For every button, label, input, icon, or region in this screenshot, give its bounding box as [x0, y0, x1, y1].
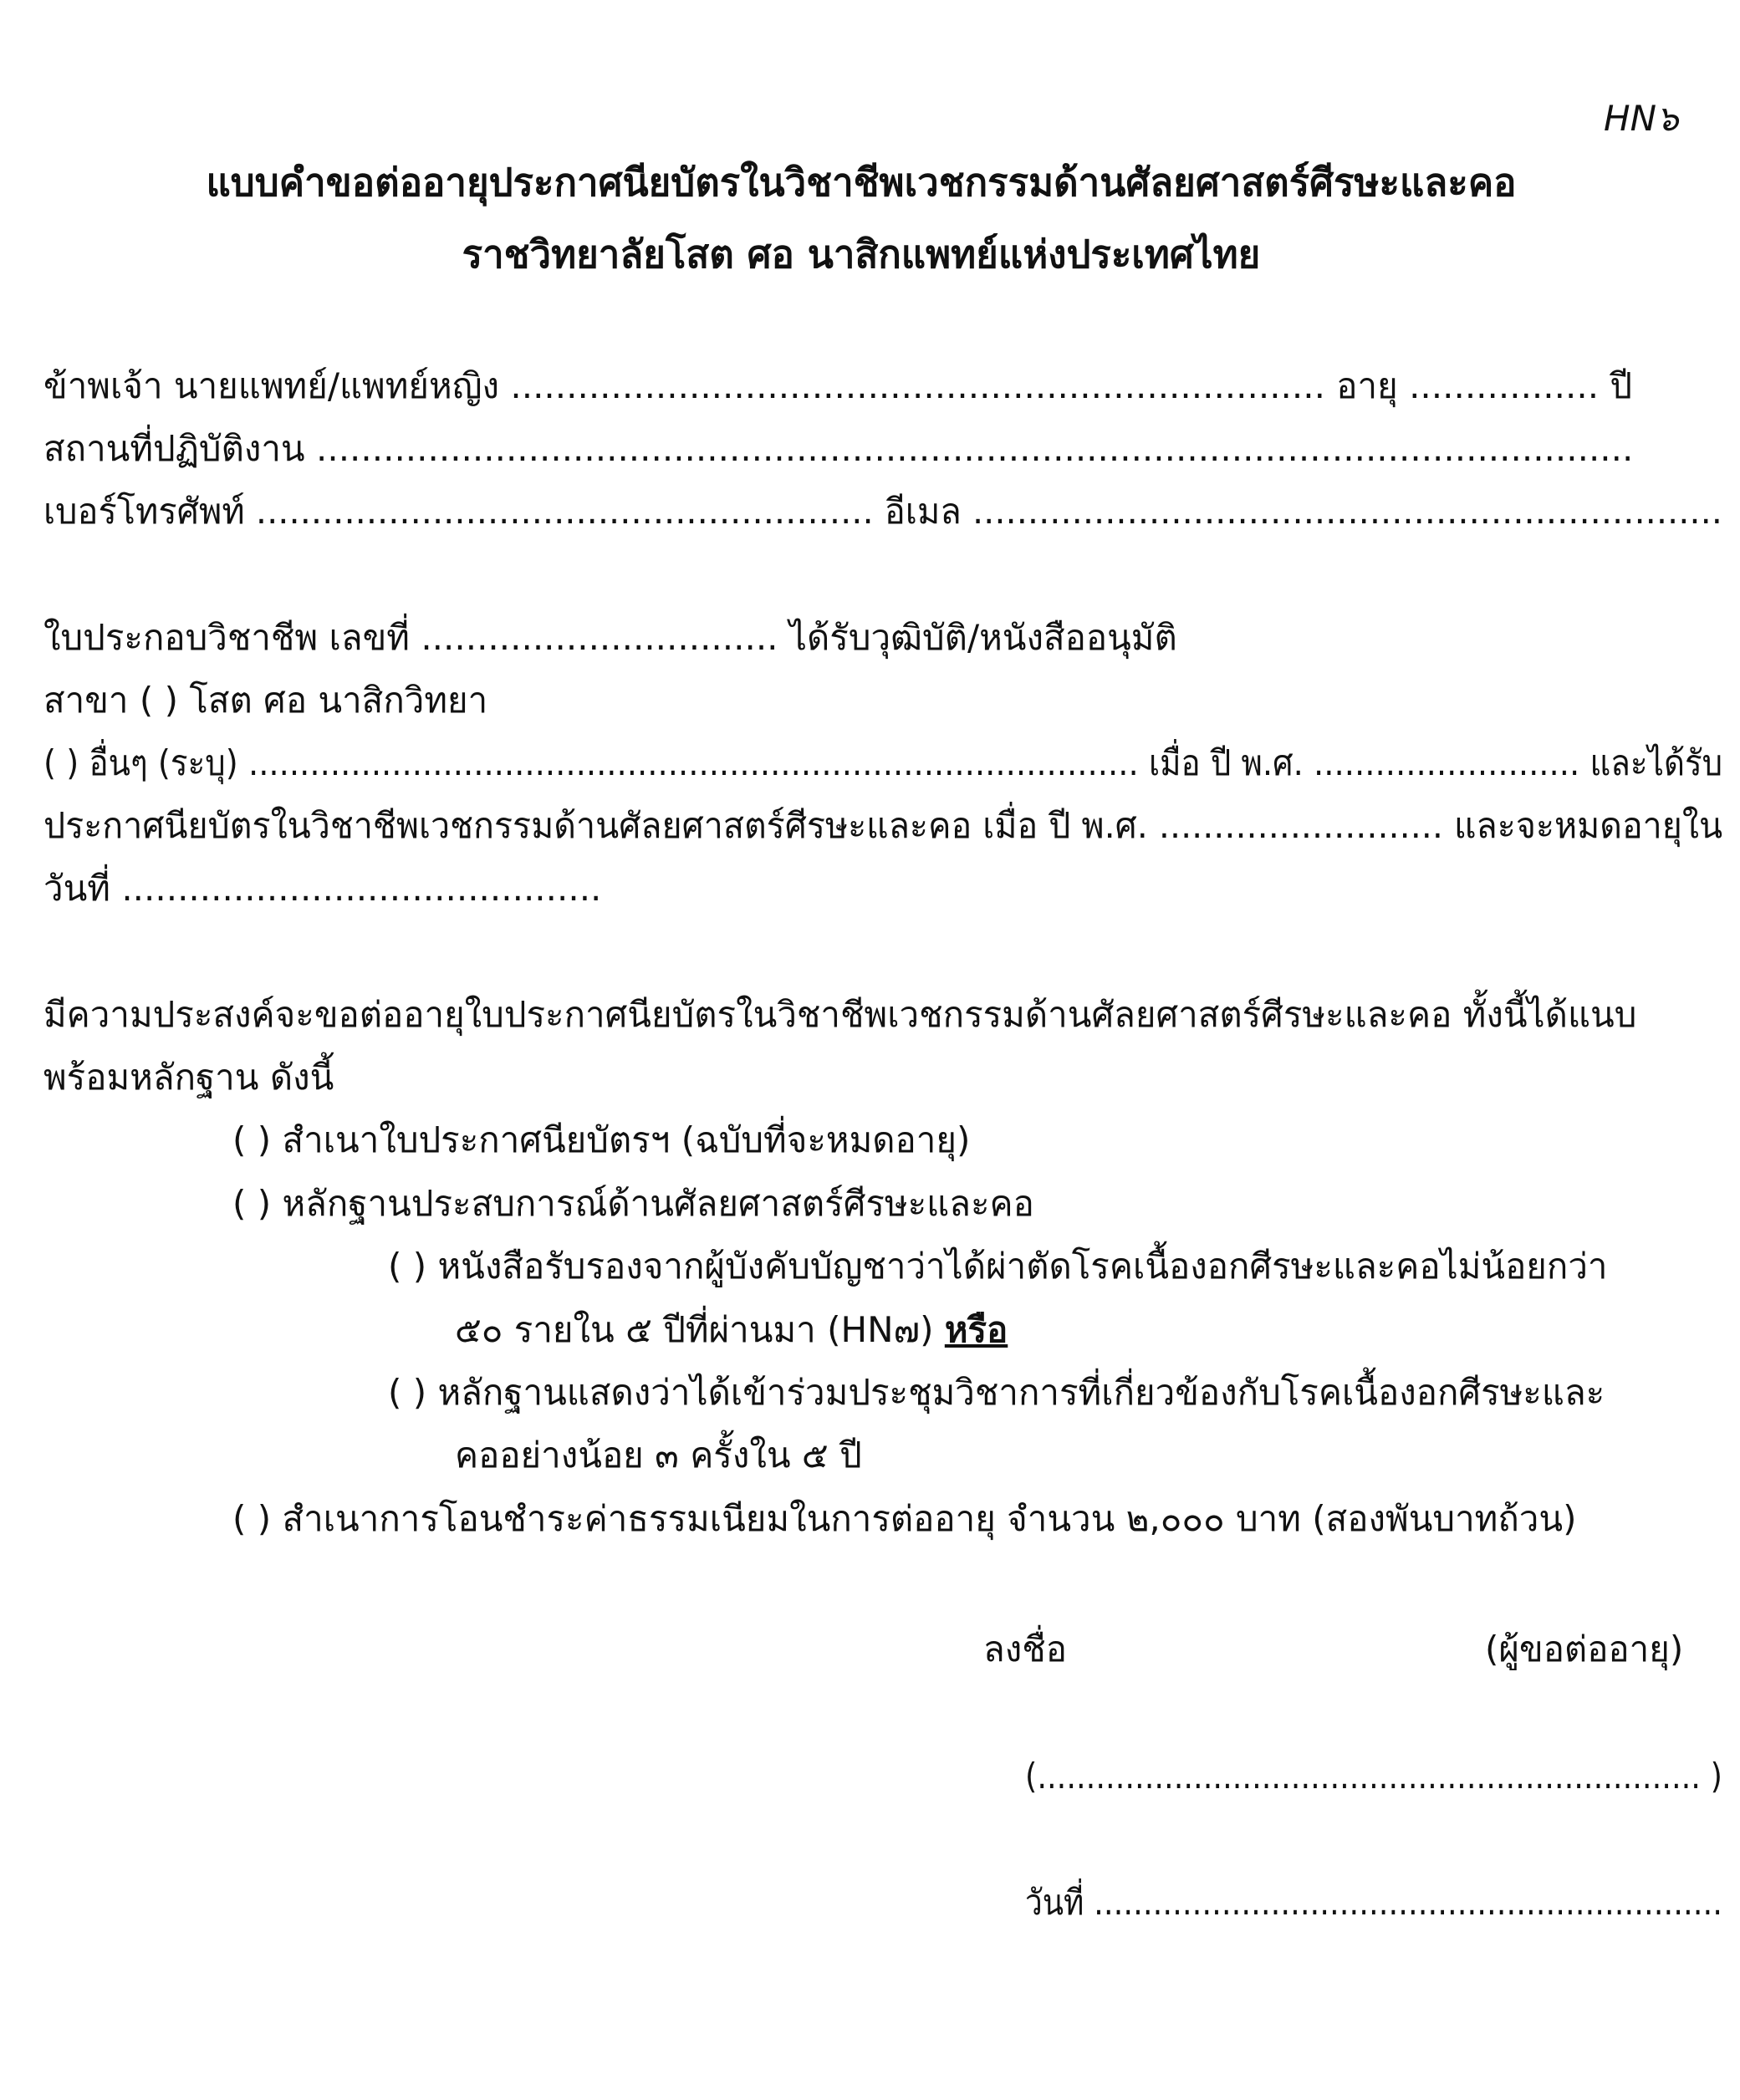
license-number-line: ใบประกอบวิชาชีพ เลขที่ ................................ ได้รับวุฒิบัติ/หนังสืออนุมัติ	[43, 617, 1177, 658]
or-label: หรือ	[944, 1309, 1008, 1350]
phone-email-line: เบอร์โทรศัพท์ ........................................................ อีเมล ....................................................................	[43, 491, 1722, 532]
request-line2: พร้อมหลักฐาน ดังนี้	[43, 1057, 334, 1098]
workplace-line: สถานที่ปฏิบัติงาน ......................................................................................................................	[43, 428, 1634, 469]
expiry-date-line: วันที่ ...........................................	[43, 868, 602, 909]
request-line1: มีความประสงค์จะขอต่ออายุใบประกาศนียบัตรในวิชาชีพเวชกรรมด้านศัลยศาสตร์ศีรษะและคอ ทั้งนี้ได้แนบ	[43, 994, 1637, 1035]
evidence-item-fee-transfer: ( ) สำเนาการโอนชำระค่าธรรมเนียมในการต่ออายุ จำนวน ๒,๐๐๐ บาท (สองพันบาทถ้วน)	[232, 1498, 1577, 1539]
signature-date-line: วันที่ ................................................................	[1025, 1882, 1722, 1923]
signer-name-line: (.................................................................... )	[1025, 1756, 1722, 1797]
certificate-year-line: ประกาศนียบัตรในวิชาชีพเวชกรรมด้านศัลยศาสตร์ศีรษะและคอ เมื่อ ปี พ.ศ. .......................... และจะหมดอายุใน	[43, 805, 1723, 846]
evidence-subitem-conference-cont: คออย่างน้อย ๓ ครั้งใน ๕ ปี	[455, 1435, 862, 1476]
evidence-item-certificate-copy: ( ) สำเนาใบประกาศนียบัตรฯ (ฉบับที่จะหมดอายุ)	[232, 1119, 971, 1160]
specialty-other-line: ( ) อื่นๆ (ระบุ) ....................................................................................... เมื่อ ปี พ.ศ. .......................... และได้รับ	[43, 742, 1723, 783]
specialty-ent-line: สาขา ( ) โสต ศอ นาสิกวิทยา	[43, 680, 488, 721]
applicant-name-age-line: ข้าพเจ้า นายแพทย์/แพทย์หญิง ......................................................................... อายุ ................. ปี	[43, 365, 1633, 406]
evidence-subitem-supervisor-letter-text: ๕๐ รายใน ๕ ปีที่ผ่านมา (HN๗)	[455, 1309, 945, 1350]
form-code: HN๖	[1604, 98, 1679, 139]
evidence-subitem-supervisor-letter-cont	[455, 1305, 1008, 1355]
form-title-line1: แบบคำขอต่ออายุประกาศนียบัตรในวิชาชีพเวชกรรมด้านศัลยศาสตร์ศีรษะและคอ	[206, 160, 1517, 205]
sign-label: ลงชื่อ	[983, 1629, 1067, 1669]
evidence-subitem-supervisor-letter: ( ) หนังสือรับรองจากผู้บังคับบัญชาว่าได้ผ่าตัดโรคเนื้องอกศีรษะและคอไม่น้อยกว่า	[388, 1246, 1608, 1287]
evidence-item-experience: ( ) หลักฐานประสบการณ์ด้านศัลยศาสตร์ศีรษะและคอ	[232, 1183, 1034, 1224]
applicant-role-label: (ผู้ขอต่ออายุ)	[1485, 1629, 1684, 1669]
evidence-subitem-conference: ( ) หลักฐานแสดงว่าได้เข้าร่วมประชุมวิชาการที่เกี่ยวข้องกับโรคเนื้องอกศีรษะและ	[388, 1372, 1605, 1413]
form-title-line2: ราชวิทยาลัยโสต ศอ นาสิกแพทย์แห่งประเทศไทย	[462, 232, 1261, 277]
